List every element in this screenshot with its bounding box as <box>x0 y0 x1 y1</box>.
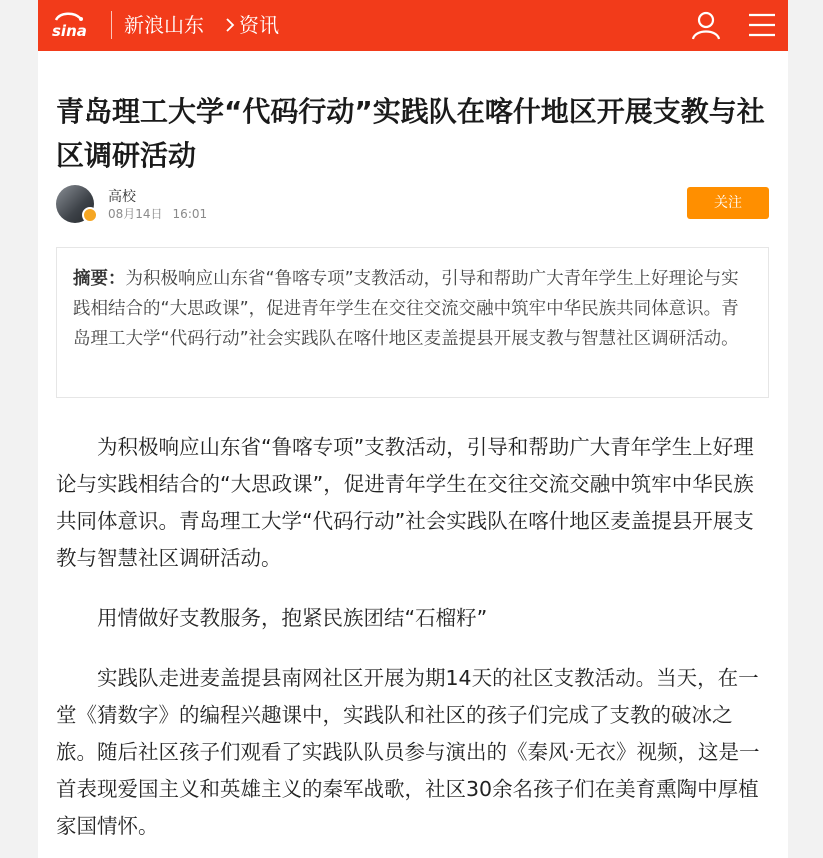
verified-badge-icon <box>82 207 98 223</box>
breadcrumb-news-link[interactable]: 资讯 <box>239 13 279 37</box>
top-nav-bar <box>38 0 788 51</box>
site-name-link[interactable]: 新浪山东 <box>124 13 204 37</box>
menu-icon[interactable] <box>746 9 778 41</box>
sina-logo-icon[interactable] <box>50 10 90 40</box>
summary-label: 摘要： <box>73 269 126 289</box>
publish-time: 16:01 <box>172 207 208 221</box>
user-icon[interactable] <box>690 9 722 41</box>
article-title: 青岛理工大学“代码行动”实践队在喀什地区开展支教与社区调研活动 <box>56 95 765 172</box>
author-name[interactable]: 高校 <box>108 189 136 205</box>
svg-text:sina: sina <box>52 22 87 40</box>
summary-box <box>56 247 769 398</box>
chevron-right-icon <box>222 13 238 37</box>
summary-text: 为积极响应山东省“鲁喀专项”支教活动，引导和帮助广大青年学生上好理论与实践相结合的“大思政课”，促进青年学生在交往交流交融中筑牢中华民族共同体意识。青岛理工大学“代码行动”社会实践队在喀什地区麦盖提县开展支教与智慧社区调研活动。 <box>73 269 739 349</box>
follow-button[interactable]: 关注 <box>687 187 769 219</box>
article-page <box>38 0 788 858</box>
article-subheading: 用情做好支教服务，抱紧民族团结“石榴籽” <box>97 606 488 630</box>
publish-date: 08月14日 <box>108 207 163 221</box>
author-avatar[interactable] <box>56 185 94 223</box>
article-paragraph: 为积极响应山东省“鲁喀专项”支教活动，引导和帮助广大青年学生上好理论与实践相结合的“大思政课”，促进青年学生在交往交流交融中筑牢中华民族共同体意识。青岛理工大学“代码行动”社会实践队在喀什地区麦盖提县开展支教与智慧社区调研活动。 <box>56 435 754 570</box>
publish-meta <box>108 206 207 222</box>
article-paragraph: 实践队走进麦盖提县南网社区开展为期14天的社区支教活动。当天，在一堂《猜数字》的编程兴趣课中，实践队和社区的孩子们完成了支教的破冰之旅。随后社区孩子们观看了实践队队员参与演出的《秦风·无衣》视频，这是一首表现爱国主义和英雄主义的秦军战歌，社区30余名孩子们在美育熏陶中厚植家国情怀。 <box>56 666 760 838</box>
header-divider <box>111 11 112 39</box>
